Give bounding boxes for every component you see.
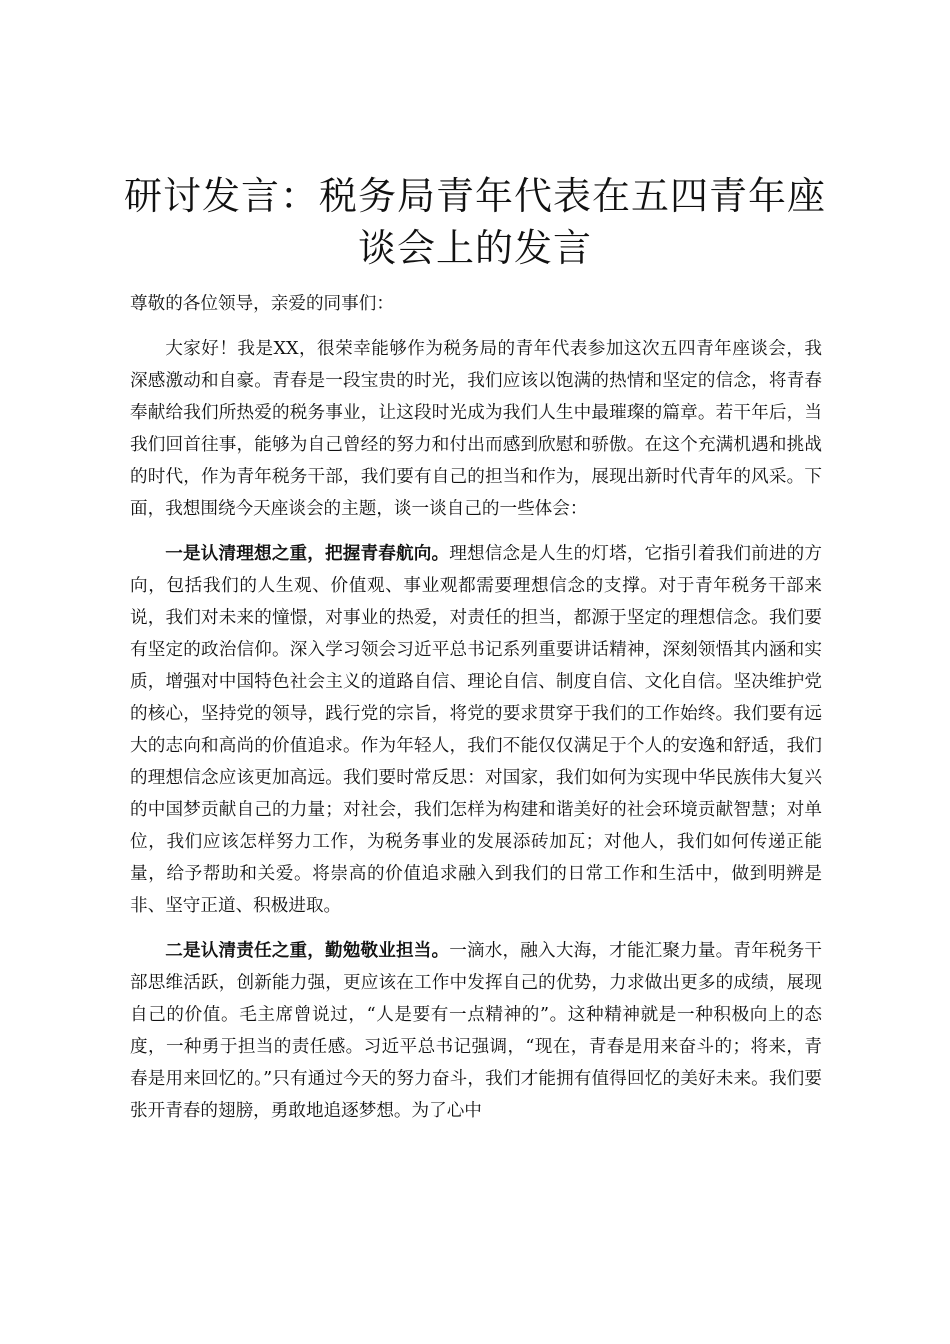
document-body [130,288,822,1140]
section-2-paragraph [130,935,822,1127]
section-2-heading: 二是认清责任之重，勤勉敬业担当。 [165,940,450,961]
intro-paragraph: 大家好！我是XX，很荣幸能够作为税务局的青年代表参加这次五四青年座谈会，我深感激动和自豪。青春是一段宝贵的时光，我们应该以饱满的热情和坚定的信念，将青春奉献给我们所热爱的税务事业，让这段时光成为我们人生中最璀璨的篇章。若干年后，当我们回首往事，能够为自己曾经的努力和付出而感到欣慰和骄傲。在这个充满机遇和挑战的时代，作为青年税务干部，我们要有自己的担当和作为，展现出新时代青年的风采。下面，我想围绕今天座谈会的主题，谈一谈自己的一些体会： [130,339,822,519]
section-2-text: 一滴水，融入大海，才能汇聚力量。青年税务干部思维活跃，创新能力强，更应该在工作中发挥自己的优势，力求做出更多的成绩，展现自己的价值。毛主席曾说过，“人是要有一点精神的”。这种精神就是一种积极向上的态度，一种勇于担当的责任感。习近平总书记强调，“现在，青春是用来奋斗的；将来，青春是用来回忆的。”只有通过今天的努力奋斗，我们才能拥有值得回忆的美好未来。我们要张开青春的翅膀，勇敢地追逐梦想。为了心中 [130,941,822,1121]
section-1-heading: 一是认清理想之重，把握青春航向。 [165,543,450,564]
section-1-text: 理想信念是人生的灯塔，它指引着我们前进的方向，包括我们的人生观、价值观、事业观都需要理想信念的支撑。对于青年税务干部来说，我们对未来的憧憬，对事业的热爱，对责任的担当，都源于坚定的理想信念。我们要有坚定的政治信仰。深入学习领会习近平总书记系列重要讲话精神，深刻领悟其内涵和实质，增强对中国特色社会主义的道路自信、理论自信、制度自信、文化自信。坚决维护党的核心，坚持党的领导，践行党的宗旨，将党的要求贯穿于我们的工作始终。我们要有远大的志向和高尚的价值追求。作为年轻人，我们不能仅仅满足于个人的安逸和舒适，我们的理想信念应该更加高远。我们要时常反思：对国家，我们如何为实现中华民族伟大复兴的中国梦贡献自己的力量；对社会，我们怎样为构建和谐美好的社会环境贡献智慧；对单位，我们应该怎样努力工作，为税务事业的发展添砖加瓦；对他人，我们如何传递正能量，给予帮助和关爱。将崇高的价值追求融入到我们的日常工作和生活中，做到明辨是非、坚守正道、积极进取。 [130,544,822,916]
greeting-line: 尊敬的各位领导，亲爱的同事们： [130,294,394,314]
section-1-paragraph [130,538,822,922]
document-title: 研讨发言：税务局青年代表在五四青年座谈会上的发言 [123,174,826,270]
